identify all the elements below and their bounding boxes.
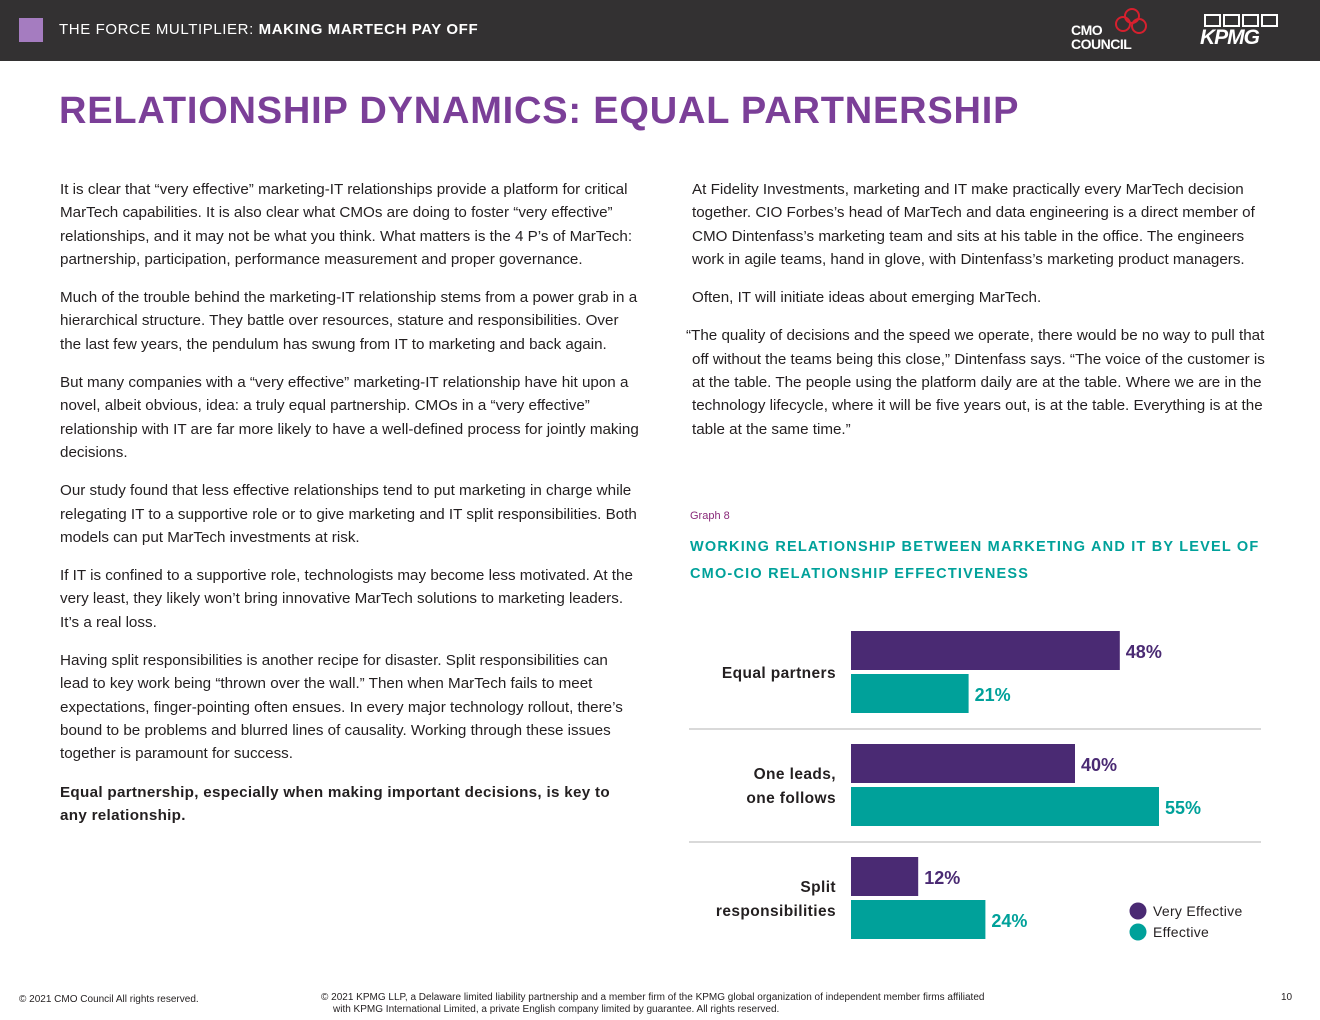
header-accent-square — [19, 18, 43, 42]
data-label: 40% — [1081, 755, 1118, 775]
paragraph: It is clear that “very effective” marketing-IT relationships provide a platform for critical MarTech capabilities. It is also clear what CMOs are doing to foster “very effective” relationships, and it may not be what you think. What matters is the 4 P’s of MarTech: partnership, participation, performance measurement and proper governance. — [60, 181, 633, 268]
footer-kpmg-line2: with KPMG International Limited, a private English company limited by guarantee. All rights reserved. — [333, 1004, 780, 1015]
page-title: RELATIONSHIP DYNAMICS: EQUAL PARTNERSHIP — [59, 90, 1020, 132]
data-label: 55% — [1165, 798, 1202, 818]
conclusion-paragraph: Equal partnership, especially when making important decisions, is key to any relationship. — [60, 783, 610, 824]
bar — [851, 857, 918, 896]
category-label: responsibilities — [715, 903, 836, 920]
legend-label: Very Effective — [1153, 903, 1243, 919]
page-number: 10 — [1281, 992, 1293, 1003]
right-column — [686, 178, 1272, 456]
legend-swatch — [1130, 924, 1147, 941]
bar — [851, 787, 1159, 826]
data-label: 48% — [1125, 642, 1162, 662]
header-bar — [0, 0, 1320, 61]
cmo-council-logo: CMO COUNCIL — [1068, 6, 1150, 54]
bar — [851, 631, 1120, 670]
paragraph: If IT is confined to a supportive role, technologists may become less motivated. At the very least, they likely won’t bring innovative MarTech solutions to marketing leaders. It’s a real loss. — [60, 567, 633, 631]
footer-copyright-cmo: © 2021 CMO Council All rights reserved. — [19, 994, 199, 1005]
kpmg-logo: KPMG — [1198, 12, 1280, 48]
bar — [851, 674, 969, 713]
paragraph: At Fidelity Investments, marketing and IT make practically every MarTech decision together. CIO Forbes’s head of MarTech and data engineering is a direct member of CMO Dintenfass’s marketing team and sits at his table in the office. The engineers work in agile teams, hand in glove, with Dintenfass’s marketing product managers. — [692, 181, 1255, 268]
bar — [851, 744, 1075, 783]
data-label: 21% — [974, 685, 1011, 705]
category-label: one follows — [746, 790, 836, 807]
report-title-prefix: THE FORCE MULTIPLIER: — [59, 21, 259, 38]
report-title — [59, 21, 478, 38]
legend-swatch — [1130, 903, 1147, 920]
bar — [851, 900, 985, 939]
quote-paragraph: “The quality of decisions and the speed we operate, there would be no way to pull that off without the teams being this close,” Dintenfass says. “The voice of the customer is at the table. The people using the platform daily are at the table. Where we are in the technology lifecycle, where it will be five years out, is at the table. Everything is at the table at the same time.” — [686, 327, 1265, 438]
paragraph: Much of the trouble behind the marketing-IT relationship stems from a power grab in a hierarchical structure. They battle over resources, stature and responsibilities. Over the last few years, the pendulum has swung from IT to marketing and back again. — [60, 289, 638, 353]
report-title-bold: MAKING MARTECH PAY OFF — [258, 21, 479, 38]
data-label: 24% — [991, 911, 1028, 931]
footer-kpmg-line1: © 2021 KPMG LLP, a Delaware limited liability partnership and a member firm of the KPMG global organization of independent member firms affiliated — [321, 992, 985, 1003]
category-label: One leads, — [753, 766, 836, 783]
paragraph: Having split responsibilities is another recipe for disaster. Split responsibilities can lead to key work being “thrown over the wall.” Then when MarTech fails to meet expectations, finger-pointing often ensues. In every major technology rollout, there’s bound to be problems and blurred lines of causality. Working through these issues together is paramount for success. — [60, 652, 623, 763]
footer-copyright-kpmg — [321, 992, 984, 1016]
legend-label: Effective — [1153, 924, 1210, 940]
paragraph: But many companies with a “very effective” marketing-IT relationship have hit upon a novel, albeit obvious, idea: a truly equal partnership. CMOs in a “very effective” relationship with IT are far more likely to have a well-defined process for jointly making decisions. — [60, 374, 639, 461]
left-column — [60, 178, 640, 842]
paragraph: Often, IT will initiate ideas about emerging MarTech. — [692, 289, 1042, 307]
graph-title: WORKING RELATIONSHIP BETWEEN MARKETING AND IT BY LEVEL OF CMO-CIO RELATIONSHIP EFFECTIVENESS — [690, 539, 1260, 582]
category-label: Split — [800, 879, 836, 896]
category-label: Equal partners — [721, 665, 836, 682]
bar-chart — [688, 620, 1270, 950]
data-label: 12% — [924, 868, 961, 888]
paragraph: Our study found that less effective relationships tend to put marketing in charge while relegating IT to a supportive role or to give marketing and IT split responsibilities. Both models can put MarTech investments at risk. — [60, 482, 637, 546]
graph-label: Graph 8 — [690, 510, 730, 522]
